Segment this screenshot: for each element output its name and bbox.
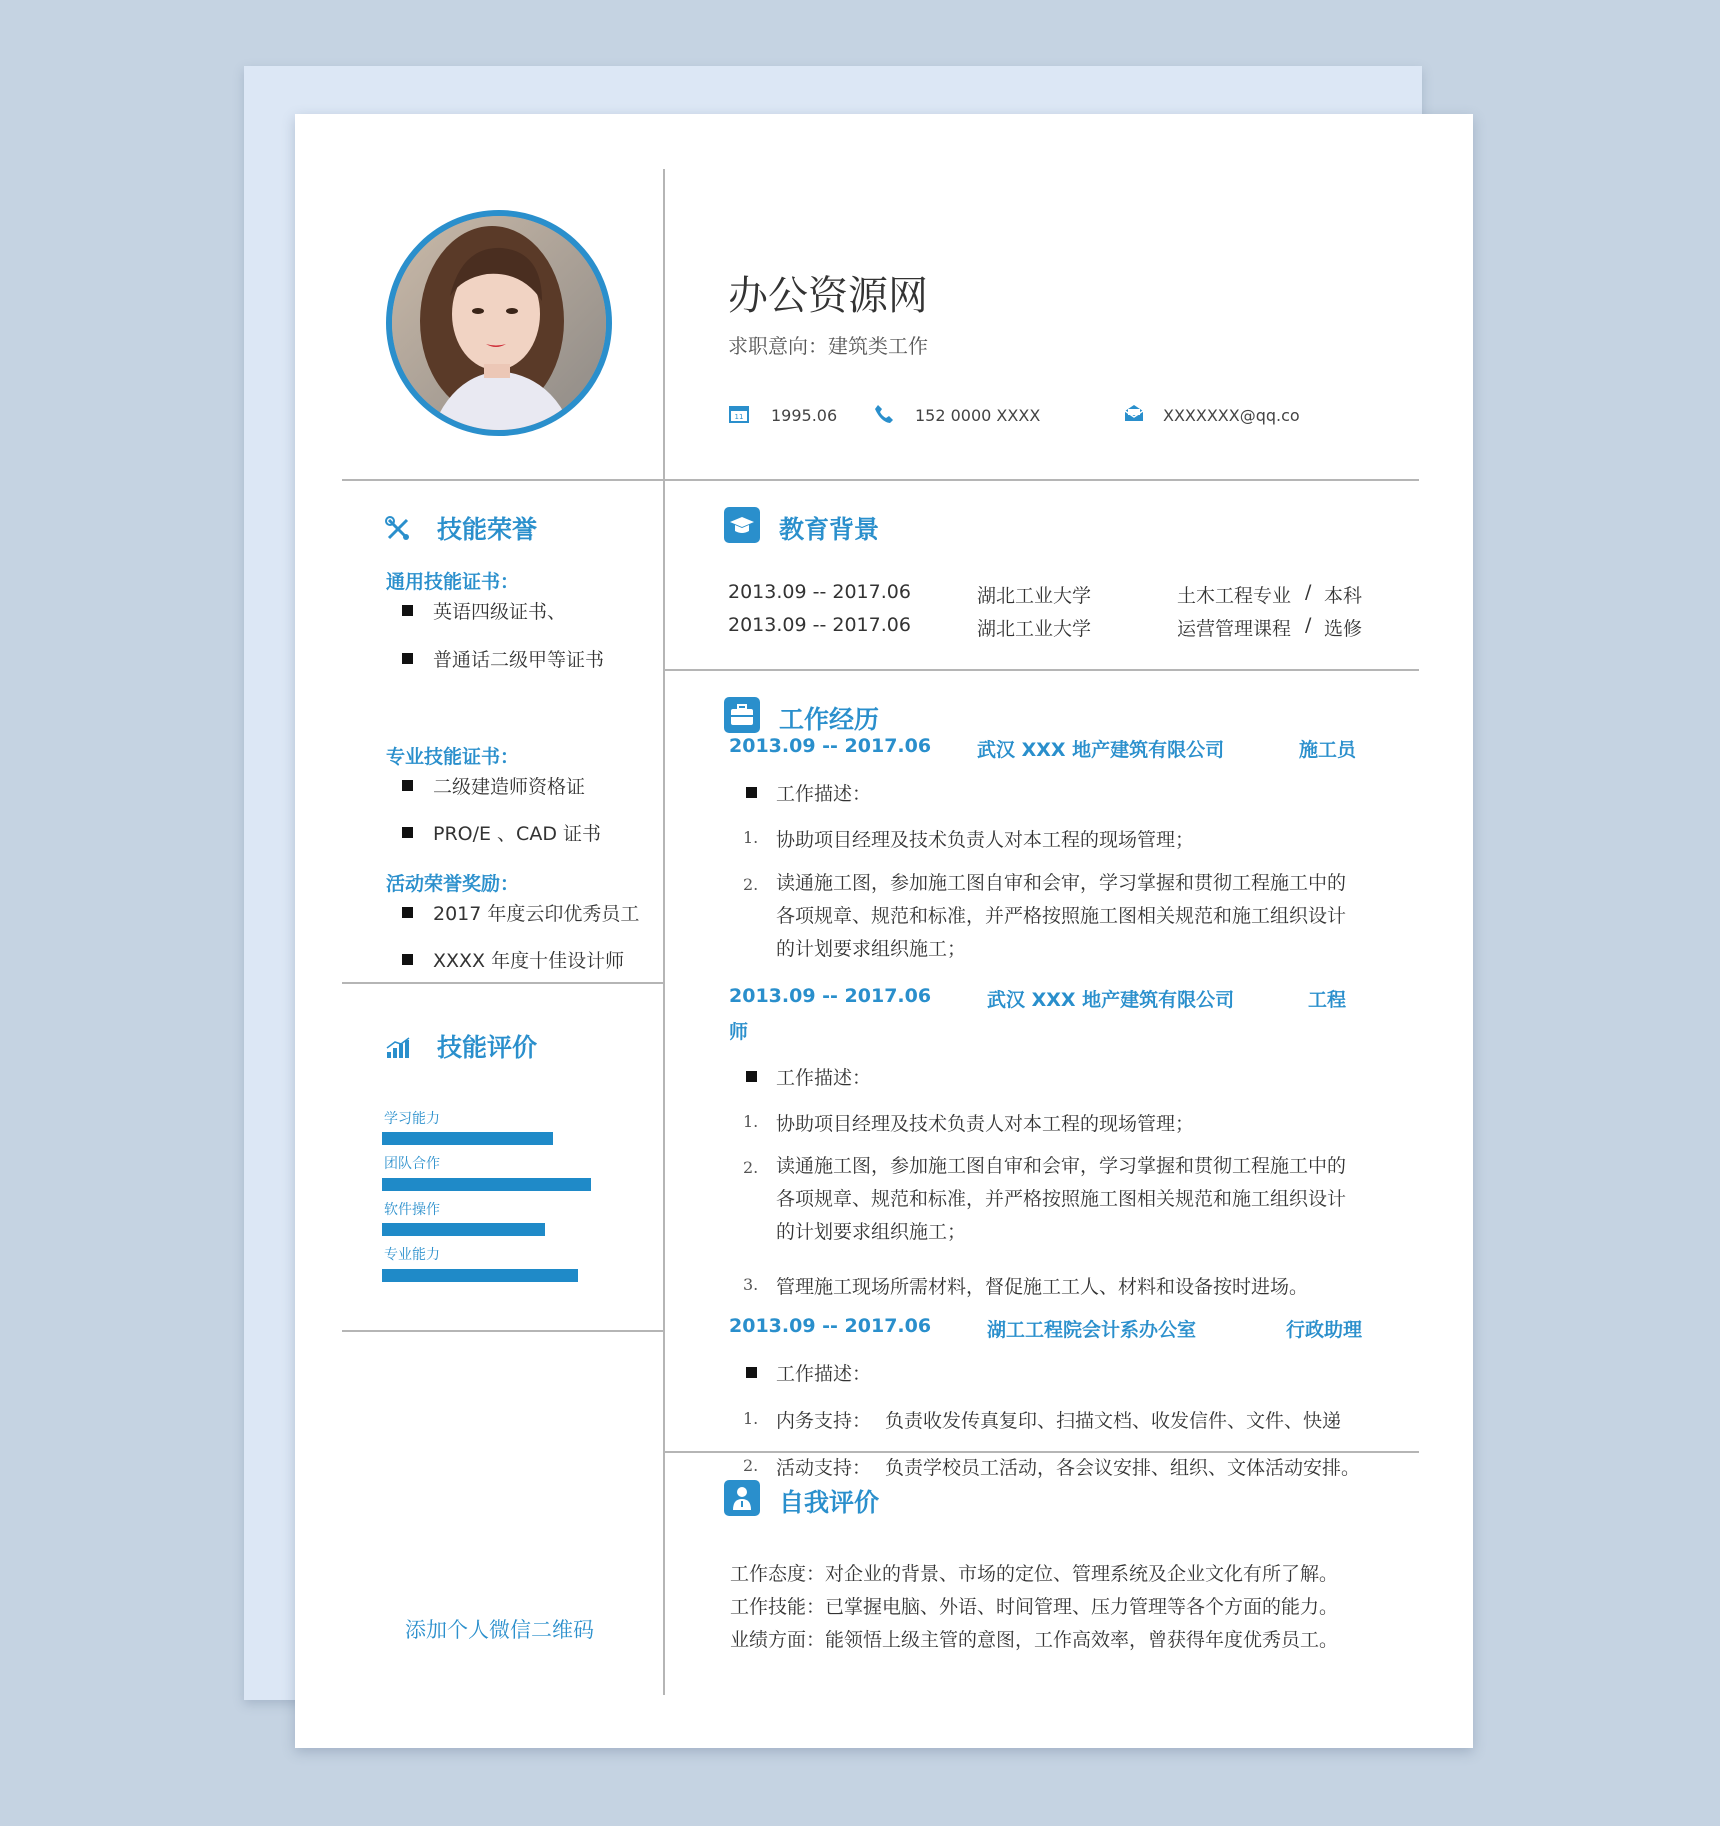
job-role: 工程: [1308, 989, 1347, 1011]
job-role: 施工员: [1299, 739, 1357, 761]
job-company: 湖工工程院会计系办公室: [987, 1319, 1197, 1341]
calendar-icon: [728, 404, 750, 424]
edu-major: 运营管理课程: [1177, 618, 1292, 640]
general-cert-item: 英语四级证书、: [433, 601, 567, 623]
job-duty: 负责收发传真复印、扫描文档、收发信件、文件、快递: [885, 1410, 1342, 1432]
edu-degree: 本科: [1324, 585, 1363, 607]
job-duty: 协助项目经理及技术负责人对本工程的现场管理；: [776, 829, 1195, 851]
candidate-name: 办公资源网: [728, 273, 928, 319]
work-title: 工作经历: [779, 705, 880, 734]
edu-period: 2013.09 -- 2017.06: [728, 614, 911, 636]
briefcase-icon: [724, 697, 760, 733]
bullet: [746, 1071, 757, 1082]
bar-chart-icon: [385, 1036, 411, 1060]
self-eval-text: 工作态度：对企业的背景、市场的定位、管理系统及企业文化有所了解。 工作技能：已掌握电脑、外语、时间管理、压力管理等各个方面的能力。 业绩方面：能领悟上级主管的意图，工作高效率，曾获得年度优秀员工。: [730, 1563, 1339, 1651]
skill-label: 团队合作: [384, 1156, 440, 1172]
list-number: 2.: [743, 1456, 759, 1475]
bullet: [402, 907, 413, 918]
pro-cert-item: PRO/E 、CAD 证书: [433, 823, 601, 845]
bullet: [746, 787, 757, 798]
job-desc-label: 工作描述：: [776, 1067, 872, 1089]
list-number: 2.: [743, 1158, 759, 1177]
job-duty: 协助项目经理及技术负责人对本工程的现场管理；: [776, 1113, 1195, 1135]
edu-degree: 选修: [1324, 618, 1363, 640]
skill-bar: [382, 1132, 553, 1145]
skills-honors-title: 技能荣誉: [437, 515, 538, 544]
skill-label: 学习能力: [384, 1111, 440, 1127]
qr-code-text: 添加个人微信二维码: [405, 1618, 594, 1642]
email-address: XXXXXXX@qq.co: [1163, 406, 1300, 425]
edu-period: 2013.09 -- 2017.06: [728, 581, 911, 603]
skill-bar: [382, 1269, 578, 1282]
job-duty: 负责学校员工活动，各会议安排、组织、文体活动安排。: [885, 1457, 1361, 1479]
pro-cert-item: 二级建造师资格证: [433, 776, 586, 798]
divider-left-2: [342, 1330, 663, 1332]
phone-number: 152 0000 XXXX: [915, 406, 1041, 425]
skill-label: 专业能力: [384, 1247, 440, 1263]
bullet: [402, 827, 413, 838]
edu-separator: /: [1305, 614, 1312, 636]
list-number: 1.: [743, 1409, 759, 1428]
bullet: [402, 653, 413, 664]
self-eval-title: 自我评价: [779, 1488, 880, 1517]
skill-label: 软件操作: [384, 1202, 440, 1218]
edu-school: 湖北工业大学: [977, 618, 1092, 640]
award-item: 2017 年度云印优秀员工: [433, 903, 640, 925]
birth-date: 1995.06: [771, 406, 838, 425]
portrait-image: [392, 216, 606, 430]
job-company: 武汉 XXX 地产建筑有限公司: [987, 989, 1235, 1011]
job-duty-label: 活动支持：: [776, 1457, 872, 1479]
job-duty: 读通施工图，参加施工图自审和会审，学习掌握和贯彻工程施工中的 各项规章、规范和标准，并严格按照施工图相关规范和施工组织设计 的计划要求组织施工；: [776, 872, 1347, 960]
tools-icon: [385, 516, 411, 542]
job-intent: 求职意向：建筑类工作: [728, 334, 928, 358]
job-desc-label: 工作描述：: [776, 1363, 872, 1385]
divider-top: [342, 479, 1419, 481]
column-divider: [663, 169, 665, 1695]
divider-left-1: [342, 982, 663, 984]
job-role-cont: 师: [729, 1021, 749, 1043]
edu-separator: /: [1305, 581, 1312, 603]
job-company: 武汉 XXX 地产建筑有限公司: [977, 739, 1225, 761]
edu-major: 土木工程专业: [1177, 585, 1292, 607]
general-cert-item: 普通话二级甲等证书: [433, 649, 605, 671]
job-period: 2013.09 -- 2017.06: [729, 735, 932, 757]
phone-icon: [873, 403, 895, 425]
job-duty-label: 内务支持：: [776, 1410, 872, 1432]
list-number: 1.: [743, 1112, 759, 1131]
bullet: [402, 605, 413, 616]
bullet: [402, 954, 413, 965]
pro-cert-title: 专业技能证书：: [386, 746, 520, 768]
svg-text:11: 11: [734, 413, 744, 421]
list-number: 1.: [743, 828, 759, 847]
job-period: 2013.09 -- 2017.06: [729, 985, 932, 1007]
job-duty: 读通施工图，参加施工图自审和会审，学习掌握和贯彻工程施工中的 各项规章、规范和标准，并严格按照施工图相关规范和施工组织设计 的计划要求组织施工；: [776, 1155, 1347, 1243]
job-desc-label: 工作描述：: [776, 783, 872, 805]
bullet: [402, 780, 413, 791]
job-duty: 管理施工现场所需材料，督促施工工人、材料和设备按时进场。: [776, 1276, 1309, 1298]
award-item: XXXX 年度十佳设计师: [433, 950, 625, 972]
skill-eval-title: 技能评价: [437, 1033, 538, 1062]
education-title: 教育背景: [779, 515, 880, 544]
list-number: 2.: [743, 875, 759, 894]
general-cert-title: 通用技能证书：: [386, 571, 520, 593]
avatar: [386, 210, 612, 436]
award-title: 活动荣誉奖励：: [386, 873, 520, 895]
edu-school: 湖北工业大学: [977, 585, 1092, 607]
bullet: [746, 1367, 757, 1378]
divider-education: [665, 669, 1419, 671]
skill-bar: [382, 1178, 591, 1191]
email-icon: [1123, 403, 1145, 423]
user-icon: [724, 1480, 760, 1516]
graduation-cap-icon: [724, 507, 760, 543]
resume-page: [295, 114, 1473, 1748]
job-period: 2013.09 -- 2017.06: [729, 1315, 932, 1337]
skill-bar: [382, 1223, 545, 1236]
job-role: 行政助理: [1286, 1319, 1363, 1341]
list-number: 3.: [743, 1275, 759, 1294]
